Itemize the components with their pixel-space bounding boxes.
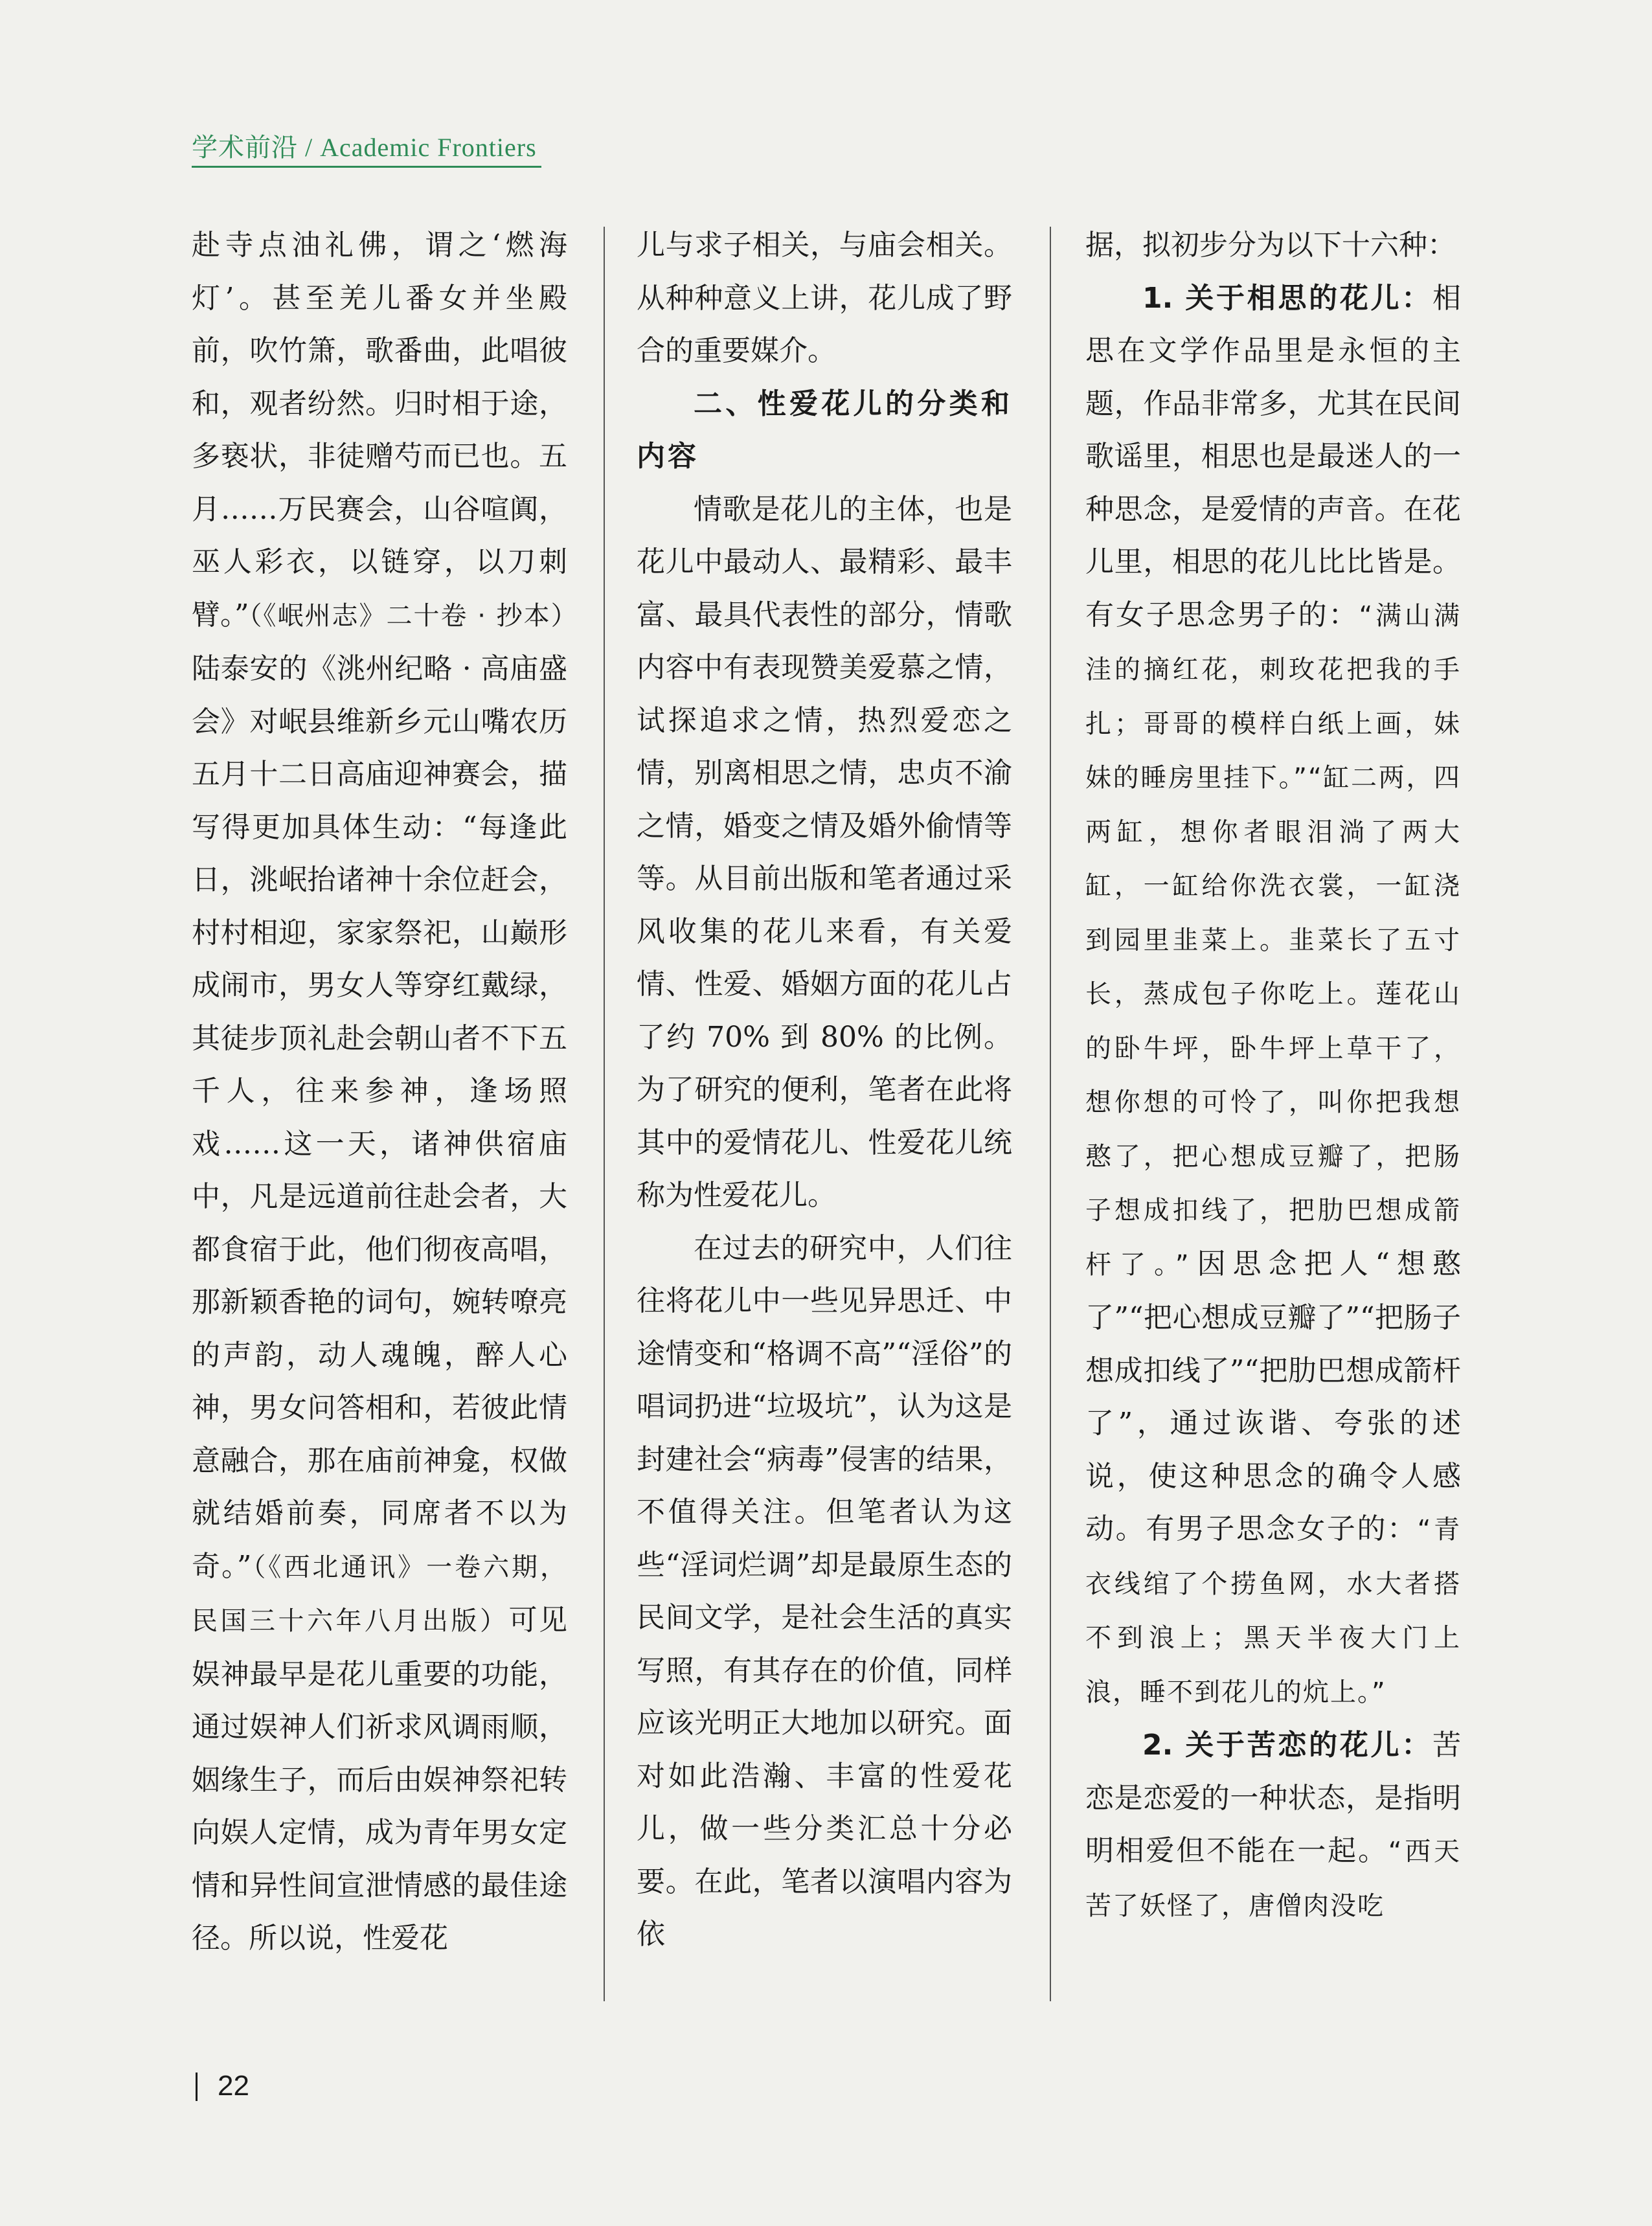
page-number: 22 bbox=[218, 2070, 249, 2102]
column-divider-2 bbox=[1050, 227, 1051, 2001]
col3-text-b: 因思念把人“想憨了”“把心想成豆瓣了”“把肠子想成扣线了”“把肋巴想成箭杆了”，通过诙谐、夸张的述说，使这种思念的确令人感动。有男子思念女子的： bbox=[1085, 1247, 1461, 1545]
col3-quote-3: “西天苦了妖怪了，唐僧肉没吃 bbox=[1085, 1837, 1462, 1921]
col1-text-a: 赴寺点油礼佛，谓之‘燃海灯’。甚至羌儿番女并坐殿前，吹竹箫，歌番曲，此唱彼和，观者纷然。归时相于途，多亵状，非徒赠芍而已也。五月……万民赛会，山谷喧阗，巫人彩衣，以链穿，以刀刺臂。” bbox=[192, 229, 567, 631]
subheading-2: 2. 关于苦恋的花儿： bbox=[1142, 1729, 1432, 1762]
column-2 bbox=[637, 219, 1012, 1961]
column-3 bbox=[1085, 219, 1461, 1933]
col3-quote-2: “青衣线绾了个捞鱼网，水大者搭不到浪上；黑天半夜大门上浪，睡不到花儿的炕上。” bbox=[1085, 1515, 1461, 1707]
col2-paragraph-1: 儿与求子相关，与庙会相关。从种种意义上讲，花儿成了野合的重要媒介。 bbox=[637, 229, 1012, 367]
col1-citation-1: （《岷州志》二十卷 · 抄本） bbox=[249, 600, 578, 631]
subheading-1: 1. 关于相思的花儿： bbox=[1142, 281, 1432, 315]
header-rule bbox=[192, 166, 541, 168]
col3-text-c: 苦恋是恋爱的一种状态，是指明明相爱但不能在一起。 bbox=[1085, 1729, 1461, 1867]
col3-paragraph-1: 据，拟初步分为以下十六种： bbox=[1085, 229, 1456, 262]
col1-citation-2: （《西北通讯》一卷六期，民国三十六年八月出版） bbox=[192, 1552, 568, 1636]
col2-paragraph-3: 在过去的研究中，人们往往将花儿中一些见异思迁、中途情变和“格调不高”“淫俗”的唱词扔进“垃圾坑”，认为这是封建社会“病毒”侵害的结果，不值得关注。但笔者认为这些“淫词烂调”却是最原生态的民间文学，是社会生活的真实写照，有其存在的价值，同样应该光明正大地加以研究。面对如此浩瀚、丰富的性爱花儿，做一些分类汇总十分必要。在此，笔者以演唱内容为依 bbox=[637, 1231, 1012, 1951]
column-1 bbox=[192, 219, 578, 1965]
page-number-bar bbox=[196, 2073, 198, 2101]
col2-paragraph-2: 情歌是花儿的主体，也是花儿中最动人、最精彩、最丰富、最具代表性的部分，情歌内容中有表现赞美爱慕之情，试探追求之情，热烈爱恋之情，别离相思之情，忠贞不渝之情，婚变之情及婚外偷情等等。从目前出版和笔者通过采风收集的花儿来看，有关爱情、性爱、婚姻方面的花儿占了约 70% 到 80% 的比例。为了研究的便利，笔者在此将其中的爱情花儿、性爱花儿统称为性爱花儿。 bbox=[637, 492, 1012, 1212]
column-divider-1 bbox=[604, 227, 605, 2001]
col1-text-c: 可见娱神最早是花儿重要的功能，通过娱神人们祈求风调雨顺，姻缘生子，而后由娱神祭祀转向娱人定情，成为青年男女定情和异性间宣泄情感的最佳途径。所以说，性爱花 bbox=[192, 1604, 567, 1955]
column-1-text bbox=[192, 219, 578, 1965]
col3-quote-1: “满山满洼的摘红花，刺玫花把我的手扎；哥哥的模样白纸上画，妹妹的睡房里挂下。”“缸二两，四两缸，想你者眼泪淌了两大缸，一缸给你洗衣裳，一缸浇到园里韭菜上。韭菜长了五寸长，蒸成包子你吃上。莲花山的卧牛坪，卧牛坪上草干了，想你想的可怜了，叫你把我想憨了，把心想成豆瓣了，把肠子想成扣线了，把肋巴想成箭杆了。” bbox=[1085, 600, 1461, 1280]
section-heading: 二、性爱花儿的分类和内容 bbox=[637, 387, 1012, 473]
col3-paragraph-3 bbox=[1085, 1719, 1461, 1933]
col1-text-b: 陆泰安的《洮州纪略 · 高庙盛会》对岷县维新乡元山嘴农历五月十二日高庙迎神赛会，描写得更加具体生动：“每逢此日，洮岷抬诸神十余位赶会，村村相迎，家家祭祀，山巅形成闹市，男女人等穿红戴绿，其徒步顶礼赴会朝山者不下五千人，往来参神，逢场照戏……这一天，诸神供宿庙中，凡是远道前往赴会者，大都食宿于此，他们彻夜高唱，那新颖香艳的词句，婉转嘹亮的声韵，动人魂魄，醉人心神，男女问答相和，若彼此情意融合，那在庙前神龛，权做就结婚前奏，同席者不以为奇。” bbox=[192, 652, 567, 1583]
col3-paragraph-2 bbox=[1085, 272, 1461, 1720]
col3-text-a: 相思在文学作品里是永恒的主题，作品非常多，尤其在民间歌谣里，相思也是最迷人的一种思念，是爱情的声音。在花儿里，相思的花儿比比皆是。有女子思念男子的： bbox=[1085, 281, 1461, 631]
running-header: 学术前沿 / Academic Frontiers bbox=[192, 133, 537, 162]
